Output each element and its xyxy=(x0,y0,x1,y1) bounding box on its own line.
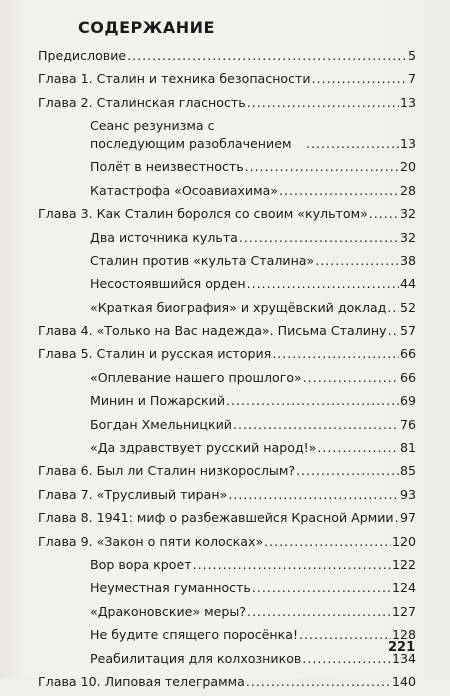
toc-entry-title: Два источника культа xyxy=(90,229,238,245)
dot-leader xyxy=(228,486,399,504)
toc-entry-title: «Да здравствует русский народ!» xyxy=(90,440,317,456)
toc-entry-title: Полёт в неизвестность xyxy=(90,159,244,175)
toc-entry xyxy=(38,673,416,691)
toc-entry-title: Глава 6. Был ли Сталин низкорослым? xyxy=(38,463,296,479)
toc-entry-title: Минин и Пожарский xyxy=(90,393,226,409)
toc-entry-page: 57 xyxy=(399,323,416,339)
toc-entry-title: Неуместная гуманность xyxy=(90,580,251,596)
dot-leader xyxy=(395,509,399,527)
toc-entry-title: Глава 4. «Только на Вас надежда». Письма Сталину xyxy=(38,323,387,339)
toc-entry-title: «Краткая биография» и хрущёвский доклад xyxy=(90,299,387,315)
toc-entry-title: Сталин против «культа Сталина» xyxy=(90,252,315,268)
toc-entry-page: 52 xyxy=(399,299,416,315)
dot-leader xyxy=(247,94,399,112)
dot-leader xyxy=(247,603,391,621)
toc-subentry xyxy=(38,299,416,317)
toc-entry-title: Глава 5. Сталин и русская история xyxy=(38,346,272,362)
toc-entry-page: 122 xyxy=(391,557,416,572)
toc-entry-page: 5 xyxy=(407,48,416,63)
toc-subentry xyxy=(38,252,416,270)
dot-leader xyxy=(226,392,399,410)
dot-leader xyxy=(369,205,399,223)
toc-entry-page: 120 xyxy=(391,533,416,549)
toc-subentry xyxy=(38,603,416,621)
toc-entry-title: «Драконовские» меры? xyxy=(90,603,246,619)
toc-entry xyxy=(38,205,416,223)
toc-entry-page: 69 xyxy=(399,393,416,409)
page-number: 221 xyxy=(388,640,416,655)
dot-leader xyxy=(279,182,399,200)
toc-entry-title: Сеанс резунизма с последующим разоблачением xyxy=(90,118,292,151)
toc-entry xyxy=(38,70,416,88)
dot-leader xyxy=(303,369,399,387)
dot-leader xyxy=(193,556,391,574)
toc-subentry xyxy=(38,650,416,668)
dot-leader xyxy=(306,135,399,153)
toc-entry xyxy=(38,322,416,340)
toc-subentry xyxy=(38,556,416,574)
toc-entry-title: «Оплевание нашего прошлого» xyxy=(90,369,302,385)
toc-entry-title: Реабилитация для колхозников xyxy=(90,650,302,666)
toc-entry xyxy=(38,47,416,65)
toc-entry-page: 76 xyxy=(399,416,416,432)
toc-entry-title: Глава 8. 1941: миф о разбежавшейся Красной Армии xyxy=(38,510,394,526)
toc-entry-title: Глава 3. Как Сталин боролся со своим «культом» xyxy=(38,206,368,222)
toc-entry xyxy=(38,533,416,551)
toc-subentry xyxy=(38,275,416,293)
dot-leader xyxy=(302,650,391,668)
toc-entry-page: 38 xyxy=(399,252,416,268)
toc-entry-page: 66 xyxy=(399,369,416,385)
toc-subentry xyxy=(38,439,416,457)
toc-entry-page: 85 xyxy=(399,463,416,479)
toc-entry-page: 32 xyxy=(399,206,416,222)
toc-subentry xyxy=(38,626,416,644)
toc-entry xyxy=(38,462,416,480)
toc-entry-title: Глава 2. Сталинская гласность xyxy=(38,94,246,110)
toc-entry-page: 13 xyxy=(399,135,416,151)
toc-entry-title: Глава 9. «Закон о пяти колосках» xyxy=(38,533,264,549)
dot-leader xyxy=(387,299,399,317)
dot-leader xyxy=(315,252,399,270)
toc-entry-title: Не будите спящего поросёнка! xyxy=(90,627,299,643)
page-title: СОДЕРЖАНИЕ xyxy=(78,18,215,37)
dot-leader xyxy=(264,533,391,551)
toc-subentry xyxy=(38,182,416,200)
toc-entry-title: Катастрофа «Осоавиахима» xyxy=(90,182,279,198)
toc-subentry xyxy=(38,392,416,410)
toc-entry-title: Глава 10. Липовая телеграмма xyxy=(38,673,245,689)
dot-leader xyxy=(247,275,399,293)
dot-leader xyxy=(252,579,391,597)
toc-entry xyxy=(38,509,416,527)
toc-entry-title: Предисловие xyxy=(38,48,127,63)
toc-entry-page: 128 xyxy=(391,627,416,643)
toc-entry-title: Вор вора кроет xyxy=(90,557,192,572)
dot-leader xyxy=(246,673,391,691)
toc-entry xyxy=(38,345,416,363)
toc-entry xyxy=(38,94,416,112)
toc-subentry xyxy=(38,416,416,434)
toc-entry-title: Глава 7. «Трусливый тиран» xyxy=(38,486,228,502)
toc-entry-page: 32 xyxy=(399,229,416,245)
dot-leader xyxy=(296,462,399,480)
toc-entry-page: 127 xyxy=(391,603,416,619)
toc-entry-page: 93 xyxy=(399,486,416,502)
dot-leader xyxy=(272,345,399,363)
toc-subentry xyxy=(38,369,416,387)
dot-leader xyxy=(245,158,399,176)
toc-entry-page: 13 xyxy=(399,94,416,110)
dot-leader xyxy=(239,229,399,247)
toc-entry-page: 124 xyxy=(391,580,416,596)
toc-entry-page: 28 xyxy=(399,182,416,198)
toc-subentry xyxy=(38,579,416,597)
toc-subentry xyxy=(38,229,416,247)
dot-leader xyxy=(233,416,399,434)
toc-entry-page: 44 xyxy=(399,276,416,292)
toc-entry-page: 81 xyxy=(399,440,416,456)
toc-subentry xyxy=(38,158,416,176)
dot-leader xyxy=(312,70,407,88)
toc-entry-title: Богдан Хмельницкий xyxy=(90,416,232,432)
toc-entry-title: Несостоявшийся орден xyxy=(90,276,246,292)
toc-entry-page: 20 xyxy=(399,159,416,175)
dot-leader xyxy=(388,322,399,340)
toc-entry-page: 134 xyxy=(391,650,416,666)
toc-entry-page: 7 xyxy=(407,71,416,87)
toc-entry-title: Глава 1. Сталин и техника безопасности xyxy=(38,71,311,87)
dot-leader xyxy=(299,626,391,644)
toc-entry xyxy=(38,486,416,504)
table-of-contents xyxy=(38,47,416,696)
toc-entry-page: 140 xyxy=(391,673,416,689)
toc-entry-page: 66 xyxy=(399,346,416,362)
toc-entry-page: 97 xyxy=(399,510,416,526)
dot-leader xyxy=(127,47,407,65)
dot-leader xyxy=(317,439,399,457)
toc-subentry xyxy=(38,117,416,153)
